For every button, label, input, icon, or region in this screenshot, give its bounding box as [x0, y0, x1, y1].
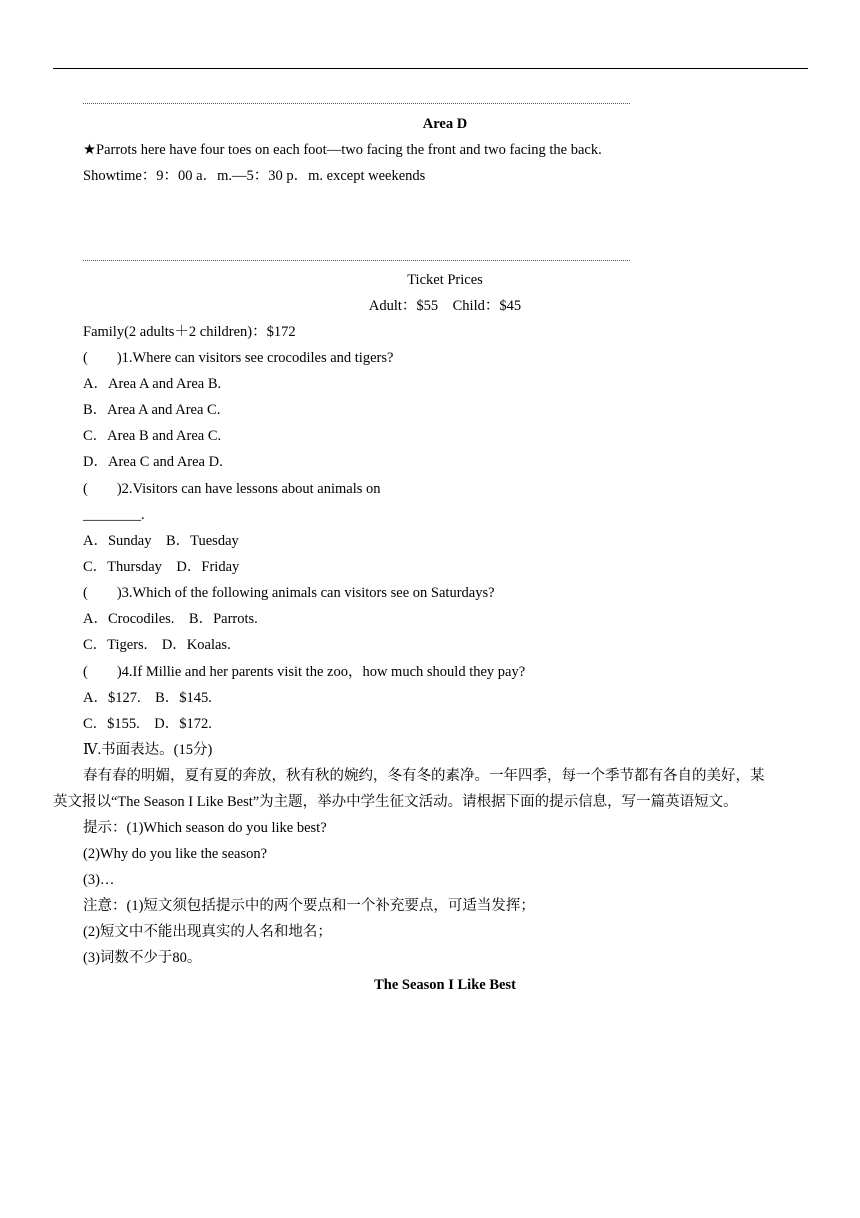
writing-note-3: (3)词数不少于80。 — [83, 950, 202, 966]
writing-note-2: (2)短文中不能出现真实的人名和地名； — [83, 924, 332, 940]
question-3-stem: ( )3.Which of the following animals can visitors see on Saturdays? — [83, 585, 495, 601]
section-divider-top — [83, 103, 630, 104]
question-1-option-a: A．Area A and Area B. — [83, 376, 222, 392]
section-divider-bottom — [83, 260, 630, 261]
question-3-options-ab: A．Crocodiles. B．Parrots. — [83, 611, 258, 627]
writing-hint-2: (2)Why do you like the season? — [83, 846, 268, 862]
question-4-options-ab: A．$127. B．$145. — [83, 690, 212, 706]
area-d-showtime: Showtime：9：00 a．m.—5：30 p．m. except weekends — [83, 168, 426, 184]
question-1-option-c: C．Area B and Area C. — [83, 428, 222, 444]
writing-note-1: 注意：(1)短文须包括提示中的两个要点和一个补充要点，可适当发挥； — [83, 898, 535, 914]
question-1-stem: ( )1.Where can visitors see crocodiles and tigers? — [83, 350, 394, 366]
writing-hint-1: 提示：(1)Which season do you like best? — [83, 820, 327, 836]
question-2-options-ab: A．Sunday B．Tuesday — [83, 533, 239, 549]
writing-hint-3: (3)… — [83, 872, 115, 888]
question-2-options-cd: C．Thursday D．Friday — [83, 559, 240, 575]
question-1-option-d: D．Area C and Area D. — [83, 454, 223, 470]
question-2-stem: ( )2.Visitors can have lessons about animals on — [83, 481, 381, 497]
area-d-title: Area D — [422, 116, 468, 132]
writing-intro-line-1: 春有春的明媚，夏有夏的奔放，秋有秋的婉约，冬有冬的素净。一年四季，每一个季节都有各自的美好，某 — [83, 768, 765, 784]
ticket-family: Family(2 adults＋2 children)：$172 — [83, 324, 296, 340]
question-4-stem: ( )4.If Millie and her parents visit the zoo，how much should they pay? — [83, 664, 526, 680]
question-1-option-b: B．Area A and Area C. — [83, 402, 221, 418]
page-header-rule — [53, 68, 808, 69]
writing-heading: Ⅳ.书面表达。(15分) — [83, 742, 213, 758]
question-3-options-cd: C．Tigers. D．Koalas. — [83, 637, 231, 653]
ticket-adult-child: Adult：$55 Child：$45 — [368, 298, 522, 314]
essay-title: The Season I Like Best — [374, 977, 516, 993]
writing-intro-line-2: 英文报以“The Season I Like Best”为主题，举办中学生征文活动。请根据下面的提示信息，写一篇英语短文。 — [53, 794, 738, 810]
ticket-prices-title: Ticket Prices — [407, 272, 483, 288]
area-d-fact: ★Parrots here have four toes on each foot—two facing the front and two facing the back. — [83, 142, 602, 158]
question-4-options-cd: C．$155. D．$172. — [83, 716, 212, 732]
question-2-blank: ________. — [83, 507, 145, 523]
